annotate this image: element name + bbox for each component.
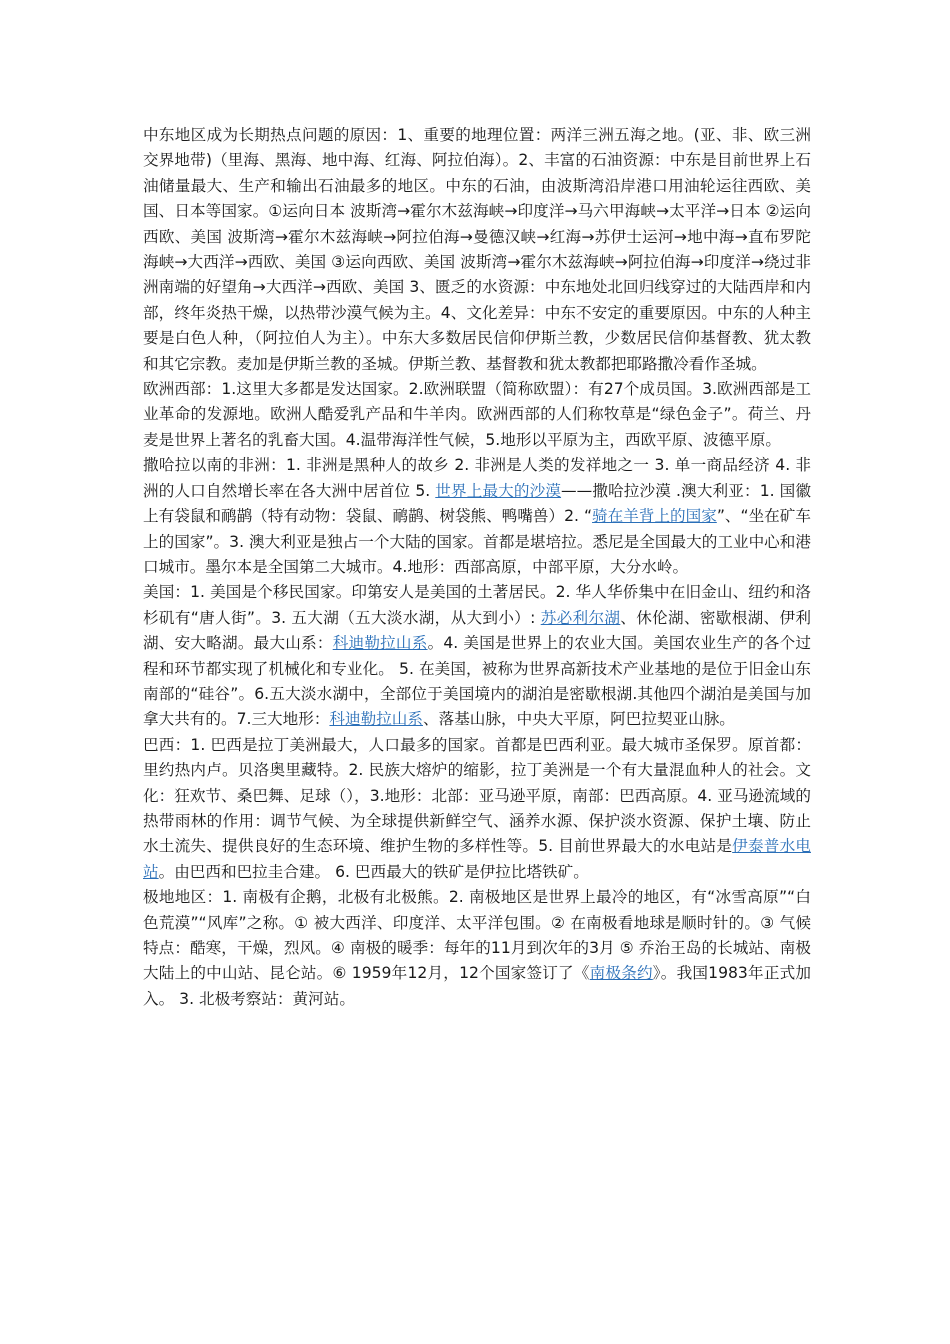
text-run: ”、“坐在矿车上的国家”。3. 澳大利亚是独占一个大陆的国家。首都是堪培拉。悉尼是全国最大的工业中心和港口城市。墨尔本是全国第二大城市。4.地形：西部高原，中部平原，大分水岭。 — [143, 507, 811, 576]
text-run: 、落基山脉，中央大平原，阿巴拉契亚山脉。 — [423, 710, 735, 729]
text-run: 中东地区成为长期热点问题的原因：1、重要的地理位置：两洋三洲五海之地。(亚、非、欧三洲交界地带)（里海、黑海、地中海、红海、阿拉伯海）。2、丰富的石油资源：中东是目前世界上石油储量最大、生产和输出石油最多的地区。中东的石油，由波斯湾沿岸港口用油轮运往西欧、美国、日本等国家。①运向日本 波斯湾→霍尔木兹海峡→印度洋→马六甲海峡→太平洋→日本 ②运向西欧、美国 波斯湾→霍尔木兹海峡→阿拉伯海→曼德汉峡→红海→苏伊士运河→地中海→直布罗陀海峡→大西洋→西欧、美国 ③运向西欧、美国 波斯湾→霍尔木兹海峡→阿拉伯海→印度洋→绕过非洲南端的好望角→大西洋→西欧、美国 3、匮乏的水资源：中东地处北回归线穿过的大陆西岸和内部，终年炎热干燥，以热带沙漠气候为主。4、文化差异：中东不安定的重要原因。中东的人种主要是白色人种，（阿拉伯人为主）。中东大多数居民信仰伊斯兰教，少数居民信仰基督教、犹太教和其它宗教。麦加是伊斯兰教的圣城。伊斯兰教、基督教和犹太教都把耶路撒冷看作圣城。 — [143, 126, 811, 373]
para-usa — [143, 580, 811, 732]
text-run: 。由巴西和巴拉圭合建。 6. 巴西最大的铁矿是伊拉比塔铁矿。 — [158, 862, 589, 881]
para-western-europe — [143, 377, 811, 453]
text-run: 巴西：1. 巴西是拉丁美洲最大，人口最多的国家。首都是巴西利亚。最大城市圣保罗。原首都：里约热内卢。贝洛奥里藏特。2. 民族大熔炉的缩影，拉丁美洲是一个有大量混血种人的社会。文化：狂欢节、桑巴舞、足球（），3.地形：北部：亚马逊平原，南部：巴西高原。4. 亚马逊流域的热带雨林的作用：调节气候、为全球提供新鲜空气、涵养水源、保护淡水资源、保护土壤、防止水土流失、提供良好的生态环境、维护生物的多样性等。5. 目前世界最大的水电站是 — [143, 735, 811, 856]
hyperlink[interactable]: 南极条约 — [589, 964, 653, 983]
hyperlink[interactable]: 科迪勒拉山系 — [329, 710, 423, 729]
hyperlink[interactable]: 苏必利尔湖 — [540, 608, 621, 627]
text-run: 。4. 美国是世界上的农业大国。美国农业生产的各个过程和环节都实现了机械化和专业化。 5. 在美国，被称为世界高新技术产业基地的是位于旧金山东南部的“硅谷”。6.五大淡水湖中，全部位于美国境内的湖泊是密歇根湖.其他四个湖泊是美国与加拿大共有的。7.三大地形： — [143, 634, 811, 729]
text-run: 撒哈拉以南的非洲：1. 非洲是黑种人的故乡 2. 非洲是人类的发祥地之一 3. 单一商品经济 4. 非洲的人口自然增长率在各大洲中居首位 5. — [143, 456, 811, 500]
text-run: 》。我国1983年正式加入。 3. 北极考察站：黄河站。 — [143, 964, 811, 1008]
text-run: ——撒哈拉沙漠 .澳大利亚：1. 国徽上有袋鼠和鸸鹋（特有动物：袋鼠、鸸鹋、树袋熊、鸭嘴兽）2. “ — [143, 481, 811, 526]
hyperlink[interactable]: 骑在羊背上的国家 — [592, 507, 717, 526]
para-brazil — [143, 733, 811, 885]
text-run: 欧洲西部：1.这里大多都是发达国家。2.欧洲联盟（简称欧盟）：有27个成员国。3.欧洲西部是工业革命的发源地。欧洲人酷爱乳产品和牛羊肉。欧洲西部的人们称牧草是“绿色金子”。荷兰、丹麦是世界上著名的乳畜大国。4.温带海洋性气候，5.地形以平原为主，西欧平原、波德平原。 — [143, 380, 811, 449]
hyperlink[interactable]: 世界上最大的沙漠 — [435, 481, 562, 500]
para-polar — [143, 885, 811, 1012]
hyperlink[interactable]: 科迪勒拉山系 — [332, 634, 428, 653]
text-run: 美国：1. 美国是个移民国家。印第安人是美国的土著居民。2. 华人华侨集中在旧金山、纽约和洛杉矶有“唐人街”。3. 五大湖（五大淡水湖，从大到小）: — [143, 583, 811, 627]
hyperlink[interactable]: 伊泰普水电站 — [143, 837, 811, 881]
text-run: 、休伦湖、密歇根湖、伊利湖、安大略湖。最大山系： — [143, 608, 811, 653]
para-middle-east — [143, 123, 811, 377]
text-run: 极地地区：1. 南极有企鹅，北极有北极熊。2. 南极地区是世界上最冷的地区，有“冰雪高原”“白色荒漠”“风库”之称。① 被大西洋、印度洋、太平洋包围。② 在南极看地球是顺时针的。③ 气候特点：酷寒，干燥，烈风。④ 南极的暖季：每年的11月到次年的3月 ⑤ 乔治王岛的长城站、南极大陆上的中山站、昆仑站。⑥ 1959年12月，12个国家签订了《 — [143, 888, 811, 983]
document-body — [143, 123, 811, 1012]
para-africa-australia — [143, 453, 811, 580]
